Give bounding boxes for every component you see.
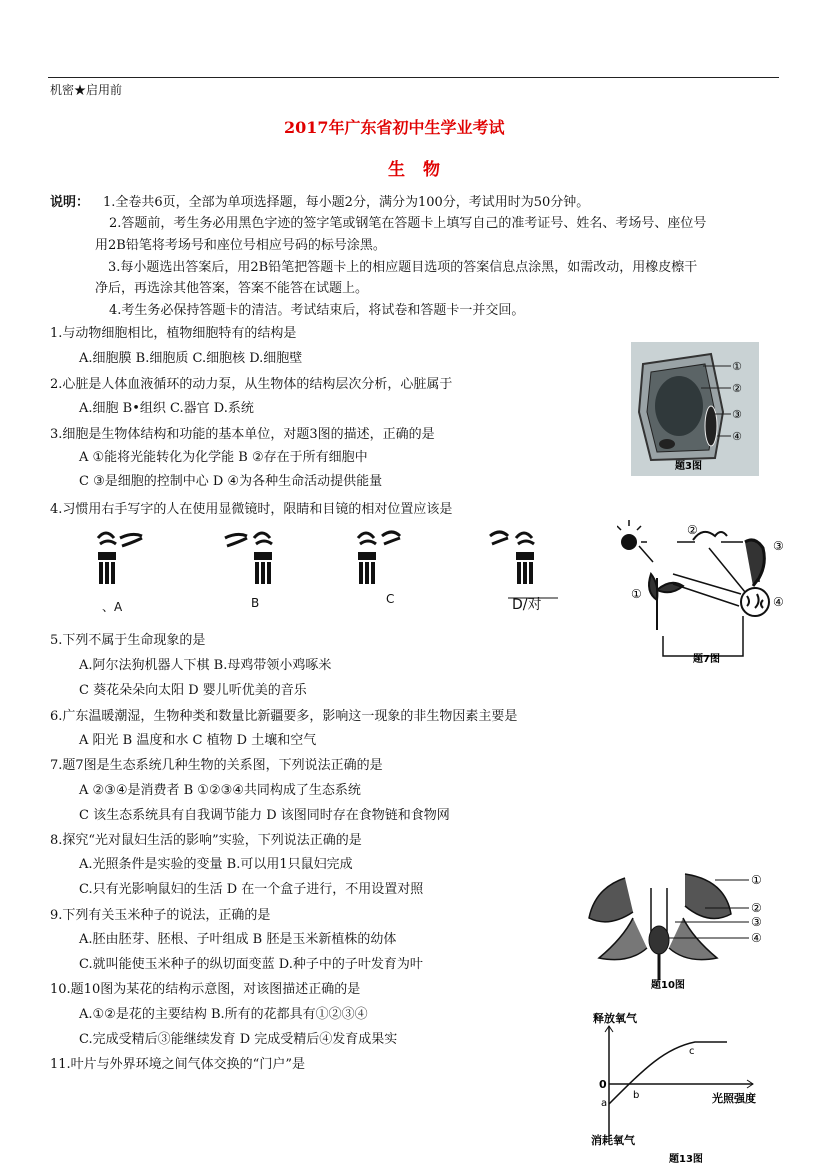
figure-3 — [631, 342, 759, 476]
fig13-origin: 0 — [599, 1078, 607, 1091]
question-option: C.完成受精后③能继续发育 D 完成受精后④发育成果实 — [79, 1032, 398, 1047]
q4-microscope-options — [90, 526, 570, 616]
question-option: A.细胞膜 B.细胞质 C.细胞核 D.细胞壁 — [79, 351, 303, 366]
fig13-x-label: 光照强度 — [712, 1092, 756, 1105]
page-title: 2017年广东省初中生学业考试 — [284, 118, 505, 137]
question-option: C.只有光影响鼠妇的生活 D 在一个盒子进行，不用设置对照 — [79, 882, 424, 897]
question-option: A.细胞 B•组织 C.器官 D.系统 — [79, 401, 254, 416]
instruction-line: 用2B铅笔将考场号和座位号相应号码的标号涂黑。 — [95, 238, 386, 253]
fig3-marker-2: ② — [732, 382, 742, 395]
figure-13 — [585, 1008, 785, 1166]
question-option: A.胚由胚芽、胚根、子叶组成 B 胚是玉米新植株的幼体 — [79, 932, 397, 947]
oxygen-curve — [609, 1042, 727, 1104]
figure-7 — [617, 520, 797, 670]
fig10-marker-3: ③ — [751, 915, 762, 929]
fig13-point-c: c — [689, 1046, 695, 1057]
instruction-line: 3.每小题选出答案后，用2B铅笔把答题卡上的相应题目选项的答案信息点涂黑，如需改动，用橡皮檫干 — [108, 260, 698, 275]
question-option: C 葵花朵朵向太阳 D 婴儿听优美的音乐 — [79, 683, 307, 698]
question-option: A.光照条件是实验的变量 B.可以用1只鼠妇完成 — [79, 857, 353, 872]
question-option: A ②③④是消费者 B ①②③④共同构成了生态系统 — [79, 783, 361, 798]
figure-10 — [585, 858, 775, 993]
question-option: A 阳光 B 温度和水 C 植物 D 土壤和空气 — [79, 733, 317, 748]
question-stem: 5.下列不属于生命现象的是 — [50, 633, 206, 648]
instructions-label: 说明： — [50, 195, 90, 210]
question-stem: 6.广东温暖潮湿，生物种类和数量比新疆要多，影响这一现象的非生物因素主要是 — [50, 709, 518, 724]
question-option: C ③是细胞的控制中心 D ④为各种生命活动提供能量 — [79, 474, 383, 489]
fig10-marker-4: ④ — [751, 931, 762, 945]
fig13-point-b: b — [633, 1090, 640, 1101]
fig13-point-a: a — [601, 1098, 608, 1109]
subject-title: 生物 — [388, 160, 458, 180]
option-c-figure — [358, 532, 400, 584]
fig3-marker-4: ④ — [732, 430, 742, 443]
fig3-marker-1: ① — [732, 360, 742, 373]
sun-icon — [621, 534, 637, 550]
fig7-caption: 题7图 — [693, 654, 720, 665]
q4-label-c: C — [386, 592, 395, 606]
fig10-marker-2: ② — [751, 901, 762, 915]
question-stem: 11.叶片与外界环境之间气体交换的“门户”是 — [50, 1057, 305, 1072]
instruction-line: 4.考生务必保持答题卡的清洁。考试结束后，将试卷和答题卡一并交回。 — [109, 303, 525, 318]
q4-label-a: 、A — [102, 600, 123, 614]
question-option: A ①能将光能转化为化学能 B ②存在于所有细胞中 — [79, 450, 368, 465]
bird-icon — [745, 540, 764, 586]
option-b-figure — [225, 533, 272, 584]
fig7-marker-3: ③ — [773, 539, 784, 553]
fig7-marker-4: ④ — [773, 595, 784, 609]
plant-icon — [649, 574, 683, 630]
fig3-marker-3: ③ — [732, 408, 742, 421]
fig10-caption: 题10图 — [651, 980, 685, 991]
secret-mark: 机密★启用前 — [50, 83, 123, 97]
caterpillar-icon — [693, 532, 727, 540]
question-stem: 1.与动物细胞相比，植物细胞特有的结构是 — [50, 326, 297, 341]
fig7-marker-2: ② — [687, 523, 698, 537]
q4-label-b: B — [251, 596, 260, 610]
question-option: A.①②是花的主要结构 B.所有的花都具有①②③④ — [79, 1007, 368, 1022]
fig13-caption: 题13图 — [669, 1154, 703, 1165]
question-option: C 该生态系统具有自我调节能力 D 该图同时存在食物链和食物网 — [79, 808, 450, 823]
question-stem: 10.题10图为某花的结构示意图，对该图描述正确的是 — [50, 982, 361, 997]
question-option: C.就叫能使玉米种子的纵切面变蓝 D.种子中的子叶发育为叶 — [79, 957, 423, 972]
fig3-caption: 题3图 — [675, 461, 702, 472]
instruction-line: 1.全卷共6页，全部为单项选择题，每小题2分，满分为100分，考试用时为50分钟。 — [103, 195, 590, 210]
option-d-figure — [490, 532, 558, 598]
fig7-marker-1: ① — [631, 587, 642, 601]
instruction-line: 净后，再选涂其他答案，答案不能答在试题上。 — [95, 281, 369, 296]
decomposer-icon — [741, 588, 769, 616]
plant-cell-illustration — [631, 342, 759, 476]
question-stem: 7.题7图是生态系统几种生物的关系图，下列说法正确的是 — [50, 758, 383, 773]
fig10-marker-1: ① — [751, 873, 762, 887]
question-option: A.阿尔法狗机器人下棋 B.母鸡带领小鸡啄米 — [79, 658, 332, 673]
question-stem: 2.心脏是人体血液循环的动力泵，从生物体的结构层次分析，心脏属于 — [50, 377, 453, 392]
instruction-line: 2.答题前，考生务必用黑色字迹的签字笔或钢笔在答题卡上填写自己的准考证号、姓名、考场号、座位号 — [109, 216, 707, 231]
option-a-figure — [98, 533, 142, 584]
q4-label-d: D/对 — [512, 597, 542, 613]
fig13-y-bottom: 消耗氧气 — [591, 1134, 635, 1147]
question-stem: 4.习惯用右手写字的人在使用显微镜时，限睛和目镜的相对位置应该是 — [50, 502, 453, 517]
question-stem: 8.探究“光对鼠妇生活的影响”实验，下列说法正确的是 — [50, 833, 362, 848]
question-stem: 9.下列有关玉米种子的说法，正确的是 — [50, 908, 271, 923]
fig13-y-top: 释放氧气 — [593, 1012, 637, 1025]
petal-shape — [589, 874, 731, 922]
header-rule — [48, 77, 779, 78]
question-stem: 3.细胞是生物体结构和功能的基本单位，对题3图的描述，正确的是 — [50, 427, 435, 442]
